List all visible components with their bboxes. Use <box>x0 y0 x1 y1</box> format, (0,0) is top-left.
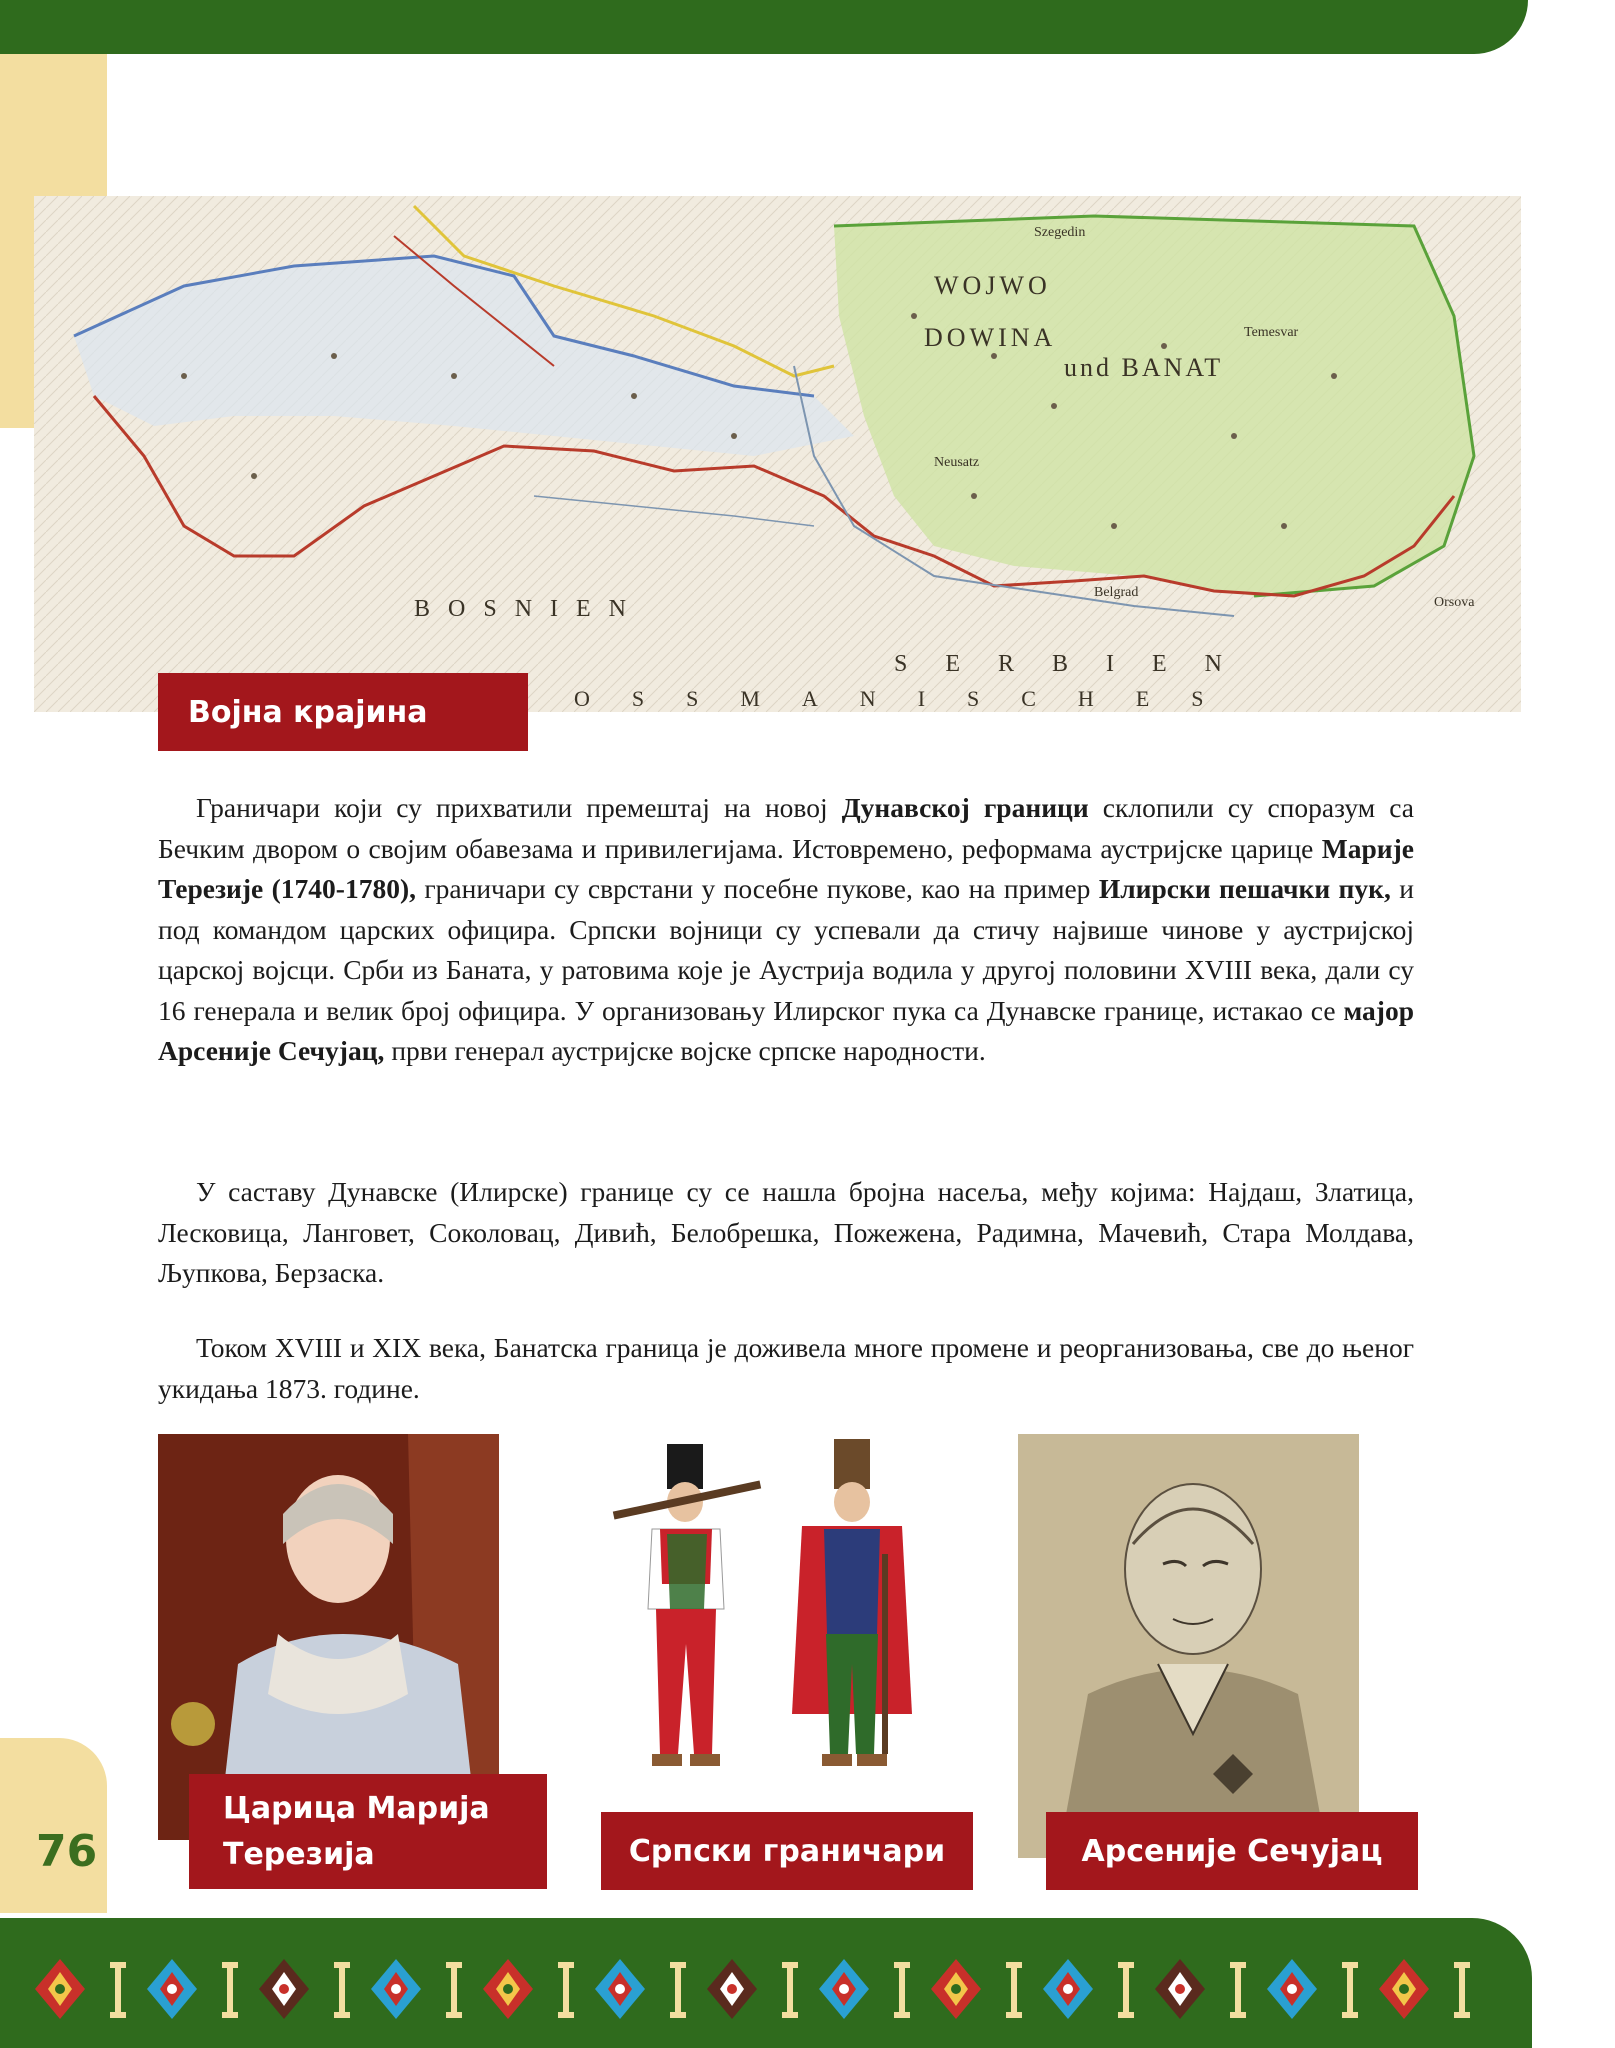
paragraph-3 <box>158 1328 1414 1409</box>
text-run: Граничари који су прихватили премештај на новој <box>196 792 842 823</box>
map-label-bosnien: BOSNIEN <box>414 596 645 622</box>
bold-term: Дунавској граници <box>841 792 1089 823</box>
page-number: 76 <box>36 1826 98 1877</box>
map-caption: Војна крајина <box>158 673 528 751</box>
map-label-serbien: SERBIEN <box>894 651 1261 677</box>
text-run: склопили су споразум са Бечким двором о својим обавезама и привилегијама. Истовремено, реформама аустријске царице <box>158 792 1414 864</box>
text-run: Током XVIII и XIX века, Банатска граница је доживела многе промене и реорганизовања, све до њеног укидања 1873. године. <box>158 1332 1414 1404</box>
bold-term: мајор Арсеније Сечујац, <box>158 994 1414 1066</box>
map-label-temesvar: Temesvar <box>1244 325 1299 340</box>
bold-term: Марије Терезије (1740-1780), <box>158 832 1414 904</box>
maria-caption-line2: Терезија <box>223 1837 375 1872</box>
illustration-serbian-frontiersmen <box>612 1434 947 1804</box>
maria-caption-line1: Царица Марија <box>223 1791 490 1826</box>
map-label-szegedin: Szegedin <box>1034 225 1086 240</box>
map-label-wojwo: WOJWO <box>934 271 1051 300</box>
historical-map <box>34 196 1521 712</box>
map-label-dowina: DOWINA <box>924 323 1057 352</box>
bold-term: Илирски пешачки пук, <box>1098 873 1391 904</box>
arsenije-secujac-caption: Арсеније Сечујац <box>1046 1812 1418 1890</box>
map-label-orsova: Orsova <box>1434 595 1475 610</box>
bottom-ornament-band <box>0 1918 1532 2048</box>
paragraph-2 <box>158 1172 1414 1294</box>
map-label-ossmanisches: OSSMANISCHES <box>574 686 1246 711</box>
text-run: граничари су сврстани у посебне пукове, као на пример <box>416 873 1099 904</box>
maria-theresa-caption <box>189 1774 547 1889</box>
serbian-frontiersmen-caption: Српски граничари <box>601 1812 973 1890</box>
paragraph-1 <box>158 788 1414 1072</box>
map-label-neusatz: Neusatz <box>934 455 980 470</box>
top-header-band <box>0 0 1528 54</box>
map-label-belgrad: Belgrad <box>1094 585 1139 600</box>
text-run: и под командом царских официра. Српски војници су успевали да стичу највише чинове у аустријској царској војсци. Срби из Баната, у ратовима које је Аустрија водила у другој половини XVIII века, дали су 16 генерала и велик број официра. У организовању Илирског пука са Дунавске границе, истакао се <box>158 873 1414 1026</box>
text-run: У саставу Дунавске (Илирске) границе су се нашла бројна насеља, међу којима: Најдаш, Златица, Лесковица, Ланговет, Соколовац, Дивић, Белобрешка, Пожежена, Радимна, Мачевић, Стара Молдава, Љупкова, Берзаска. <box>158 1176 1414 1288</box>
portrait-arsenije-secujac <box>1018 1434 1359 1858</box>
map-label-banat: und BANAT <box>1064 353 1224 382</box>
text-run: први генерал аустријске војске српске народности. <box>384 1035 986 1066</box>
